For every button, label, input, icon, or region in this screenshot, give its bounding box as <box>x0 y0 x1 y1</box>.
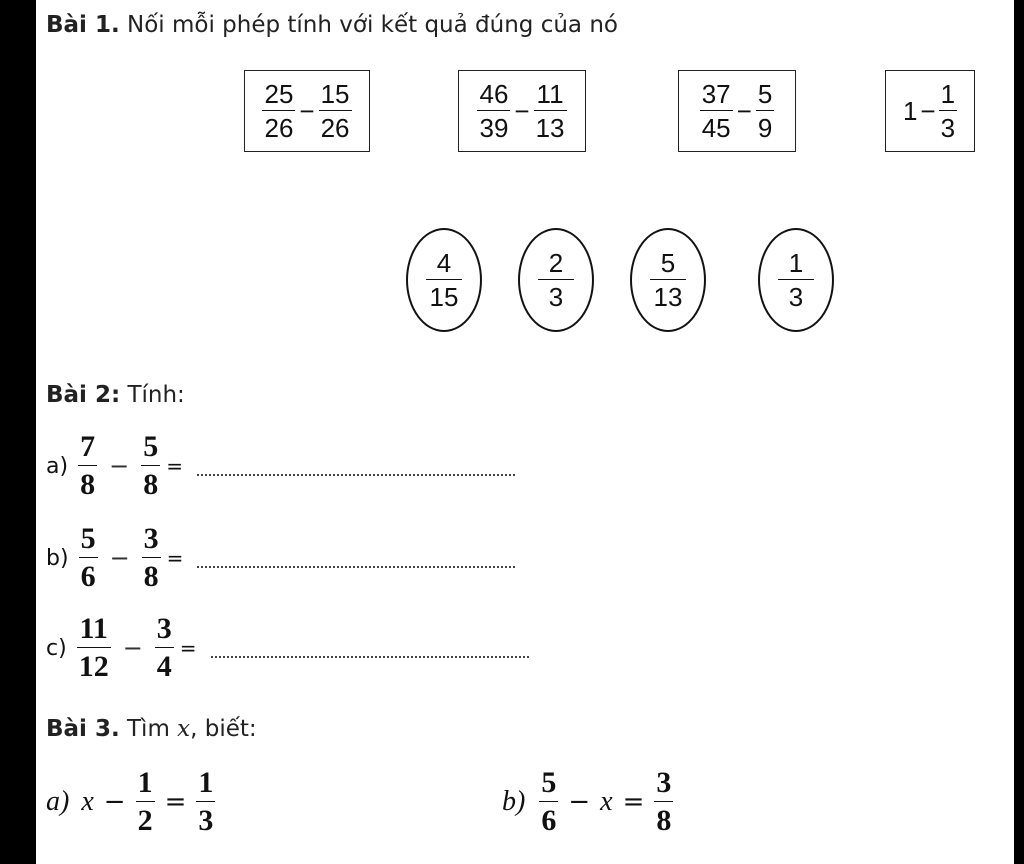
fraction: $\frac{11}{12}$ <box>78 612 109 683</box>
fraction: $\frac{11}{13}$ <box>535 79 565 143</box>
whole-number: 1 <box>902 95 918 126</box>
expression-box-3[interactable] <box>678 70 796 152</box>
item-label: a) <box>46 453 69 479</box>
fraction: $\frac{5}{13}$ <box>650 250 686 310</box>
equals-sign: = <box>622 787 645 817</box>
expression-box-4[interactable] <box>885 70 975 152</box>
fraction: $\frac{5}{8}$ <box>143 430 159 501</box>
answer-line[interactable] <box>211 656 529 658</box>
equals-sign: = <box>166 546 184 570</box>
fraction: $\frac{37}{45}$ <box>701 79 731 143</box>
bai1-instruction: Nối mỗi phép tính với kết quả đúng của nó <box>119 12 618 38</box>
result-oval-4[interactable] <box>758 228 834 332</box>
fraction: $\frac{1}{2}$ <box>137 766 153 837</box>
minus-sign: − <box>736 95 752 126</box>
minus-sign: − <box>299 95 315 126</box>
variable-x: x <box>177 716 191 742</box>
minus-sign: − <box>103 787 126 817</box>
minus-sign: − <box>568 787 591 817</box>
fraction: $\frac{25}{26}$ <box>264 79 294 143</box>
equation-a <box>46 768 215 836</box>
item-label: c) <box>46 635 67 661</box>
exercise-b <box>46 524 515 592</box>
fraction: $\frac{3}{8}$ <box>143 522 159 593</box>
equation-b <box>502 768 673 836</box>
bai1-label: Bài 1. <box>46 12 120 38</box>
item-label: b) <box>46 545 69 571</box>
fraction: $\frac{1}{3}$ <box>778 250 814 310</box>
item-label: b) <box>502 786 526 817</box>
fraction: $\frac{5}{6}$ <box>541 766 557 837</box>
exercise-a <box>46 432 515 500</box>
fraction: $\frac{2}{3}$ <box>538 250 574 310</box>
variable-x: x <box>600 786 613 817</box>
item-label: a) <box>46 786 70 817</box>
bai3-heading <box>46 716 257 742</box>
result-oval-1[interactable] <box>406 228 482 332</box>
fraction: $\frac{7}{8}$ <box>80 430 96 501</box>
variable-x: x <box>81 786 94 817</box>
fraction: $\frac{5}{9}$ <box>757 79 773 143</box>
equals-sign: = <box>166 454 183 478</box>
bai3-text-after: , biết: <box>190 716 257 742</box>
minus-sign: − <box>122 634 143 662</box>
expression-box-2[interactable] <box>458 70 586 152</box>
fraction: $\frac{4}{15}$ <box>426 250 462 310</box>
result-oval-2[interactable] <box>518 228 594 332</box>
minus-sign: − <box>109 452 130 480</box>
bai2-heading <box>46 382 185 408</box>
result-oval-3[interactable] <box>630 228 706 332</box>
answer-line[interactable] <box>197 566 515 568</box>
fraction: $\frac{1}{3}$ <box>198 766 214 837</box>
exercise-c <box>46 614 529 682</box>
bai3-text-before: Tìm <box>119 716 178 742</box>
fraction: $\frac{46}{39}$ <box>479 79 509 143</box>
fraction: $\frac{3}{4}$ <box>156 612 172 683</box>
bai1-heading <box>46 12 618 38</box>
worksheet <box>36 0 1014 864</box>
expression-box-1[interactable] <box>244 70 370 152</box>
equals-sign: = <box>179 636 197 660</box>
fraction: $\frac{1}{3}$ <box>940 79 956 143</box>
equals-sign: = <box>164 787 187 817</box>
fraction: $\frac{3}{8}$ <box>656 766 672 837</box>
answer-line[interactable] <box>197 474 515 476</box>
minus-sign: − <box>920 95 936 126</box>
minus-sign: − <box>109 544 130 572</box>
minus-sign: − <box>514 95 530 126</box>
bai2-label: Bài 2: <box>46 382 121 408</box>
fraction: $\frac{5}{6}$ <box>80 522 96 593</box>
fraction: $\frac{15}{26}$ <box>320 79 350 143</box>
bai2-instruction: Tính: <box>120 382 185 408</box>
bai3-label: Bài 3. <box>46 716 120 742</box>
